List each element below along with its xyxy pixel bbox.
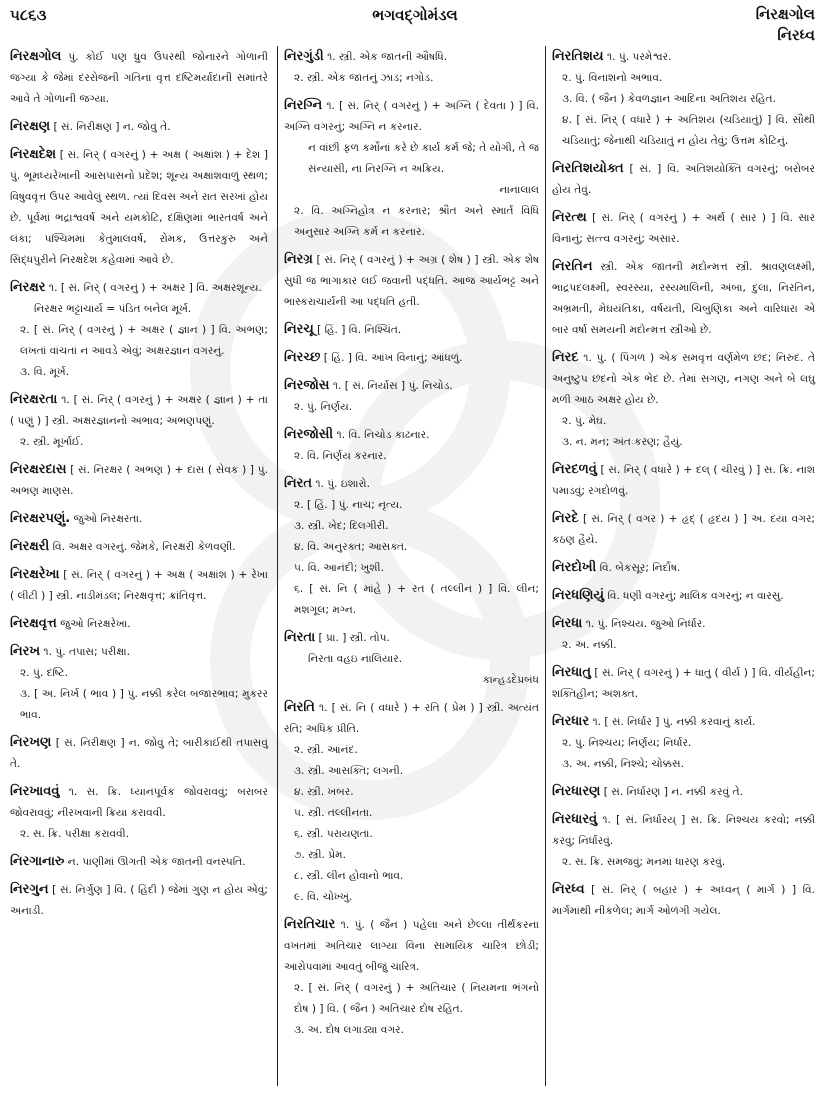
dictionary-entry: [284, 347, 539, 369]
sense: ૬. સ્ત્રી. પરાયણતા.: [294, 828, 373, 840]
definition: પું. કોઈ પણ ધ્રુવ ઉપરથી જોનારને ગોળાની જગ્યા કે જેમાં દરરોજની ગતિના વૃત્ત દષ્ટિમર્યાદાની સમાંતરે આવે તે ગોળાની જગ્યા.: [10, 51, 269, 105]
headword: નિરત: [284, 476, 312, 491]
dictionary-entry: [10, 508, 268, 530]
quotation-text: ન વાંછી ફળ કર્મોનાં કરે છે કાર્ય કર્મ જે; તે યોગી, તે જ સંન્યાસી, ના નિરગ્નિ ન અક્રિય.: [308, 142, 539, 175]
dictionary-entry: [552, 459, 815, 502]
dictionary-entry: [552, 347, 815, 453]
dictionary-entry: [284, 914, 539, 1041]
guide-words: [756, 4, 815, 46]
headword: નિરચ્છ: [284, 350, 321, 365]
headword: નિરધાર: [552, 714, 590, 729]
dictionary-entry: [284, 375, 539, 418]
definition: ૧. [ સં. નિર્ ( વગરનું ) + અગ્નિ ( દેવતા ) ] વિ. અગ્નિ વગરનું; અગ્નિ ન કરનાર.: [284, 100, 539, 133]
definition: [ હિં. ] વિ. આંખ વિનાનું; આંધળું.: [323, 352, 463, 364]
headword: નિરગાનારુ: [10, 854, 65, 869]
headword: નિરગુંડી: [284, 49, 324, 64]
definition: વિ. ધણી વગરનું; માલિક વગરનું; ન વારસુ.: [607, 590, 784, 602]
sense: ૫. સ્ત્રી. તલ્લીનતા.: [294, 807, 373, 819]
sense: ૩. વિ. મૂર્ખ.: [20, 366, 70, 378]
headword: નિરદોખી: [552, 560, 597, 575]
dictionary-entry: [10, 459, 268, 502]
definition: જુઓ નિરક્ષરતા.: [73, 513, 143, 525]
dictionary-entry: [10, 732, 268, 775]
dictionary-entry: [552, 158, 815, 201]
headword: નિરધારણ: [552, 784, 601, 799]
headword: નિરખાવવું: [10, 784, 60, 799]
definition: [ સં. નિરીક્ષણ ] ન. જોવું તે; બારીકાઈથી તપાસવું તે.: [10, 737, 268, 770]
sense: ૪. સ્ત્રી. ખબર.: [294, 786, 354, 798]
dictionary-entry: [552, 809, 815, 873]
headword: નિરક્ષરતા: [10, 392, 58, 407]
definition: ૧. [ સં. નિર્ ( વગરનું ) + અક્ષર ( જ્ઞાન ) + તા ( પણું ) ] સ્ત્રી. અક્ષરજ્ઞાનનો અભાવ; અભણપણું.: [10, 394, 268, 427]
dictionary-entry: [284, 627, 539, 691]
definition: વિ. અક્ષર વગરનું. જેમકે, નિરક્ષરી કેળવણી.: [52, 541, 236, 553]
sense: ૪. [ સં. નિર્ ( વધારે ) + અતિશય (ચડિયાતું) ] વિ. સૌથી ચડિયાતું; જેનાથી ચડિયાતું ન હોય તેવું; ઉત્તમ કોટિનું.: [562, 114, 815, 147]
headword: નિરતિશયોક્ત: [552, 161, 624, 176]
definition: ન. પાણીમાં ઊગતી એક જાતની વનસ્પતિ.: [67, 856, 246, 868]
headword: નિરજોસ: [284, 378, 330, 393]
dictionary-entry: [10, 46, 268, 110]
dictionary-entry: [552, 508, 815, 551]
headword: નિરત્થ: [552, 210, 587, 225]
definition: [ સં. નિર્ ( વગરનું ) + ધાતુ ( વીર્ય ) ] વિ. વીર્યહીન; શક્તિહીન; અશક્ત.: [552, 667, 815, 700]
sense: ૨. પું. મેઘ.: [562, 415, 607, 427]
sense: ૨. સ્ત્રી. એક જાતનું ઝાડ; નગોડ.: [294, 72, 434, 84]
definition: [ સં. નિરીક્ષણ ] ન. જોવું તે.: [53, 121, 171, 133]
headword: નિરદે: [552, 511, 579, 526]
definition: [ સં. નિર્ ( વગર ) + હૃદ્ ( હૃદય ) ] અ. દયા વગર; કઠણ હૈયે.: [552, 513, 816, 546]
quotation: [10, 299, 268, 320]
headword: નિરચૂ: [284, 322, 314, 337]
definition: ૧. સ્ત્રી. એક જાતની ઔષધિ.: [327, 51, 448, 63]
page-number: ૫૮૬૩: [10, 6, 47, 24]
definition: [ સં. નિર્ ( વગરનું ) + અર્થ ( સાર ) ] વિ. સાર વિનાનું; સત્ત્વ વગરનું; અસાર.: [552, 212, 815, 245]
dictionary-entry: [10, 781, 268, 845]
dictionary-entry: [552, 256, 815, 341]
definition: ૧. સ. ક્રિ. ધ્યાનપૂર્વક જોવરાવવું; બરાબર જોવરાવવું; નીરખવાની ક્રિયા કરાવવી.: [10, 786, 268, 819]
page-header: [0, 0, 825, 50]
headword: નિરધાતુ: [552, 665, 591, 680]
dictionary-entry: [552, 557, 815, 579]
dictionary-entry: [10, 851, 268, 873]
quotation: [284, 649, 539, 691]
definition: ૧. વિ. નિચોડ કાઢનાર.: [336, 429, 430, 441]
dictionary-entry: [552, 781, 815, 803]
definition: ૧. [ સં. નિર્ધાર ] પું. નક્કી કરવાનું કાર્ય.: [592, 716, 756, 728]
dictionary-entry: [552, 207, 815, 250]
headword: નિરખ: [10, 644, 41, 659]
headword: નિરક્ષરદાસ: [10, 462, 67, 477]
sense: ૨. સ્ત્રી. મૂર્ખાઈ.: [20, 436, 84, 448]
headword: નિરગ્ર: [284, 252, 313, 267]
dictionary-entry: [10, 641, 268, 726]
definition: ૧. પું. ઇશારો.: [315, 478, 370, 490]
sense: ૩. અ. નક્કી, નિશ્ચે; ચોક્કસ.: [562, 758, 684, 770]
definition: [ હિં. ] વિ. નિશ્ચિંત.: [317, 324, 402, 336]
headword: નિરતિશય: [552, 49, 604, 64]
headword: નિરક્ષર: [10, 280, 46, 295]
definition: ૧. પું. પરમેશ્વર.: [606, 51, 672, 63]
dictionary-entry: [284, 249, 539, 313]
headword: નિરતિચાર: [284, 917, 336, 932]
sense: ૨. સ્ત્રી. આનંદ.: [294, 744, 358, 756]
column-left: [4, 46, 274, 1086]
sense: ૪. વિ. અનુરક્ત; આસક્ત.: [294, 541, 408, 553]
definition: ૧. પું. નિશ્ચય. જુઓ નિર્ધાર.: [585, 618, 706, 630]
headword: નિરક્ષગોલ: [10, 49, 62, 64]
definition: ૧. [ સં. નિર્યાસ ] પું. નિચોડ.: [332, 380, 453, 392]
headword: નિરગ્નિ: [284, 98, 323, 113]
headword: નિરધારવું: [552, 812, 598, 827]
quotation: [284, 138, 539, 201]
definition: ૧. [ સં. નિર્ ( વગરનું ) + અક્ષર ] વિ. અક્ષરશૂન્ય.: [48, 282, 262, 294]
sense: ૨. વિ. નિર્ણય કરનાર.: [294, 450, 387, 462]
sense: ૮. સ્ત્રી. લીન હોવાનો ભાવ.: [294, 870, 404, 882]
dictionary-entry: [10, 116, 268, 138]
guide-word-last: નિરધ્વ: [777, 26, 815, 44]
definition: [ સં. નિર્ધારણ ] ન. નક્કી કરવું તે.: [603, 786, 743, 798]
headword: નિરતિન: [552, 259, 593, 274]
headword: નિરદળવું: [552, 462, 597, 477]
sense: ૨. વિ. અગ્નિહોત્ર ન કરનાર; શ્રૌત અને સ્માર્ત વિધિ અનુસાર અગ્નિ કર્મ ન કરનાર.: [294, 205, 539, 238]
sense: ૩. સ્ત્રી. ખેદ; દિલગીરી.: [294, 520, 389, 532]
sense: ૨. પું. વિનાશનો અભાવ.: [562, 72, 663, 84]
definition: [ સં. નિર્ ( વગરનું ) + અક્ષ ( અક્ષાંશ ) + રેખા ( લીટી ) ] સ્ત્રી. નાડીમંડલ; નિરક્ષવૃત્ત; ક્રાંતિવૃત્ત.: [10, 569, 268, 602]
column-right: [545, 46, 821, 1086]
headword: નિરજોસી: [284, 427, 334, 442]
quotation-text: નિરક્ષર ભટ્ટાચાર્ય = પંડિત બનેલ મૂર્ખ.: [34, 303, 192, 315]
dictionary-entry: [10, 613, 268, 635]
definition: [ સં. ] વિ. અતિશયોક્તિ વગરનું; બરોબર હોય તેવું.: [552, 163, 815, 196]
sense: ૩. સ્ત્રી. આસક્તિ; લગની.: [294, 765, 404, 777]
definition: ૧. [ સં. નિર્ધારય્ ] સ. ક્રિ. નિશ્ચય કરવો; નક્કી કરવું; નિર્ધારવું.: [552, 814, 815, 847]
sense: ૨. સ. ક્રિ. સમજવું; મનમાં ધારણ કરવું.: [562, 856, 726, 868]
definition: ૧. [ સં. નિ ( વધારે ) + રતિ ( પ્રેમ ) ] સ્ત્રી. અત્યંત રતિ; અધિક પ્રીતિ.: [284, 702, 540, 735]
definition: [ સં. નિરક્ષર ( અભણ ) + દાસ ( સેવક ) ] પું. અભણ માણસ.: [10, 464, 268, 497]
headword: નિરધ્વ: [552, 882, 585, 897]
headword: નિરક્ષવૃત્ત: [10, 616, 57, 631]
dictionary-entry: [552, 46, 815, 152]
dictionary-entry: [284, 424, 539, 467]
dictionary-entry: [552, 613, 815, 656]
dictionary-entry: [552, 662, 815, 705]
sense: ૯. વિ. ચોખ્ખું.: [294, 891, 353, 903]
dictionary-entry: [552, 879, 815, 922]
definition: [ સં. નિર્ ( વગરનું ) + અગ્ર ( શેષ ) ] સ્ત્રી. એક શેષ સુધી જ ભાગાકાર લઈ જવાની પદ્ધતિ. આજ આર્યભટ્ટ અને ભાસ્કરાચાર્યની આ પદ્ધતિ હતી.: [284, 254, 539, 308]
definition: સ્ત્રી. એક જાતની મદોન્મત્ત સ્ત્રી. શ્રાવણલક્ષ્મી, ભાદ્રપદલક્ષ્મી, સ્વરસ્યા, રસ્યમાલિની, અંબા, દુલા, નિરતિન, અભ્રમતી, મેઘયંતિકા, વર્ષયતી, ચિબુણિકા અને વારિધારા એ બાર વર્ષા સમયની મદોન્મત્ત સ્ત્રીઓ છે.: [552, 261, 815, 336]
dictionary-entry: [10, 564, 268, 607]
sense: ૩. વિ. ( જૈન ) કેવળજ્ઞાન આદિના અતિશય રહિત.: [562, 93, 776, 105]
dictionary-columns: [0, 46, 825, 1096]
quotation-source: કાન્હડદેપ્રબંધ: [482, 674, 539, 686]
dictionary-entry: [10, 389, 268, 453]
sense: ૭. સ્ત્રી. પ્રેમ.: [294, 849, 347, 861]
sense: ૨. [ હિં. ] પું. નાચ; નૃત્ય.: [294, 499, 403, 511]
sense: ૩. ન. મન; અંતઃકરણ; હૈયું.: [562, 436, 683, 448]
dictionary-entry: [10, 879, 268, 922]
dictionary-entry: [10, 144, 268, 271]
headword: નિરક્ષણ: [10, 119, 51, 134]
headword: નિરક્ષરપણું.: [10, 511, 71, 526]
headword: નિરક્ષરેખા: [10, 567, 60, 582]
dictionary-entry: [284, 46, 539, 89]
sense: ૩. અ. દોષ લગાડ્યા વગર.: [294, 1024, 404, 1036]
definition: [ પ્રા. ] સ્ત્રી. તોપ.: [318, 632, 390, 644]
definition: ૧. પું. ( જૈન ) પહેલા અને છેલ્લા તીર્થંકરના વખતમાં અતિચાર લાગ્યા વિના સામાયિક ચારિત્ર છોડી; આરોપવામાં આવતું બીજું ચારિત્ર.: [284, 919, 539, 973]
sense: ૨. [ સં. નિર્ ( વગરનું ) + અતિચાર ( નિયમના ભંગનો દોષ ) ] વિ. ( જૈન ) અતિચાર દોષ રહિત.: [294, 982, 539, 1015]
definition: ૧. પું. ( પિંગળ ) એક સમવૃત્ત વર્ણમેળ છંદ; નિરુદ. તે અનુષ્ટુપ છંદનો એક ભેદ છે. તેમાં સગણ, નગણ અને બે લઘુ મળી આઠ અક્ષર હોય છે.: [552, 352, 815, 406]
sense: ૬. [ સં. નિ ( માંહે ) + રત ( તલ્લીન ) ] વિ. લીન; મશગૂલ; મગ્ન.: [294, 583, 539, 616]
definition: [ સં. નિર્ગુણ ] વિ. ( હિંદી ) જેમાં ગુણ ન હોય એવું; અનાડી.: [10, 884, 268, 917]
sense: ૩. [ અ. નિર્ખ ( ભાવ ) ] પું. નક્કી કરેલ બજારભાવ; મુકરર ભાવ.: [20, 688, 268, 721]
column-middle: [277, 46, 545, 1086]
headword: નિરતા: [284, 630, 316, 645]
headword: નિરખણ: [10, 735, 52, 750]
dictionary-entry: [552, 711, 815, 775]
dictionary-entry: [284, 95, 539, 243]
headword: નિરદ: [552, 350, 579, 365]
definition: [ સં. નિર્ ( વગરનું ) + અક્ષ ( અક્ષાંશ ) + દેશ ] પું. ભૂમધ્યરેખાની આસપાસનો પ્રદેશ; શૂન્ય અક્ષાંશવાળું સ્થળ; વિષુવવૃત્ત ઉપર આવેલું સ્થળ. ત્યાં દિવસ અને રાત સરખાં હોય છે. પૂર્વમાં ભદ્રાશ્વવર્ષ અને યમકોટિ, દક્ષિણમાં ભારતવર્ષ અને લંકા; પશ્ચિમમાં કેતુમાલવર્ષ, રોમક, ઉત્તરકુરુ અને સિદ્ધપુરીને નિરક્ષદેશ કહેવામાં આવે છે.: [10, 149, 268, 266]
dictionary-title: ભગવદ્ગોમંડલ: [372, 6, 458, 24]
headword: નિરક્ષરી: [10, 539, 50, 554]
definition: વિ. બેકસૂર; નિર્દોષ.: [599, 562, 681, 574]
guide-word-first: નિરક્ષગોલ: [755, 5, 815, 23]
dictionary-entry: [10, 536, 268, 558]
quotation-text: નિરતા વહઇ નાલિયાર.: [308, 653, 403, 665]
headword: નિરતિ: [284, 700, 315, 715]
sense: ૨. સ. ક્રિ. પરીક્ષા કરાવવી.: [20, 828, 130, 840]
dictionary-entry: [284, 319, 539, 341]
dictionary-entry: [284, 697, 539, 908]
dictionary-entry: [284, 473, 539, 621]
headword: નિરધા: [552, 616, 583, 631]
sense: ૫. વિ. આનંદી; ખુશી.: [294, 562, 384, 574]
sense: ૨. અ. નક્કી.: [562, 639, 617, 651]
definition: [ સં. નિર્ ( વધારે ) + દલ્ ( ચીરવું ) ] સ. ક્રિ. નાશ પમાડવું; રગદોળવું.: [552, 464, 815, 497]
sense: ૨. પું. નિર્ણય.: [294, 401, 353, 413]
definition: ૧. પું. તપાસ; પરીક્ષા.: [43, 646, 130, 658]
headword: નિરક્ષદેશ: [10, 147, 57, 162]
sense: ૨. પું. દષ્ટિ.: [20, 667, 69, 679]
headword: નિરગુન: [10, 882, 49, 897]
sense: ૨. [ સં. નિર્ ( વગરનું ) + અક્ષર ( જ્ઞાન ) ] વિ. અભણ; લખતાં વાંચતાં ન આવડે એવું; અક્ષરજ્ઞાન વગરનું.: [20, 324, 268, 357]
definition: જુઓ નિરક્ષરેખા.: [60, 618, 131, 630]
quotation-source: નાનાલાલ: [499, 184, 539, 196]
headword: નિરધણિયું: [552, 588, 605, 603]
definition: [ સં. નિર્ ( બહાર ) + અધ્વન્ ( માર્ગ ) ] વિ. માર્ગમાંથી નીકળેલ; માર્ગ ઓળંગી ગયેલ.: [552, 884, 815, 917]
dictionary-entry: [10, 277, 268, 383]
sense: ૨. પું. નિશ્ચય; નિર્ણય; નિર્ધાર.: [562, 737, 692, 749]
dictionary-entry: [552, 585, 815, 607]
